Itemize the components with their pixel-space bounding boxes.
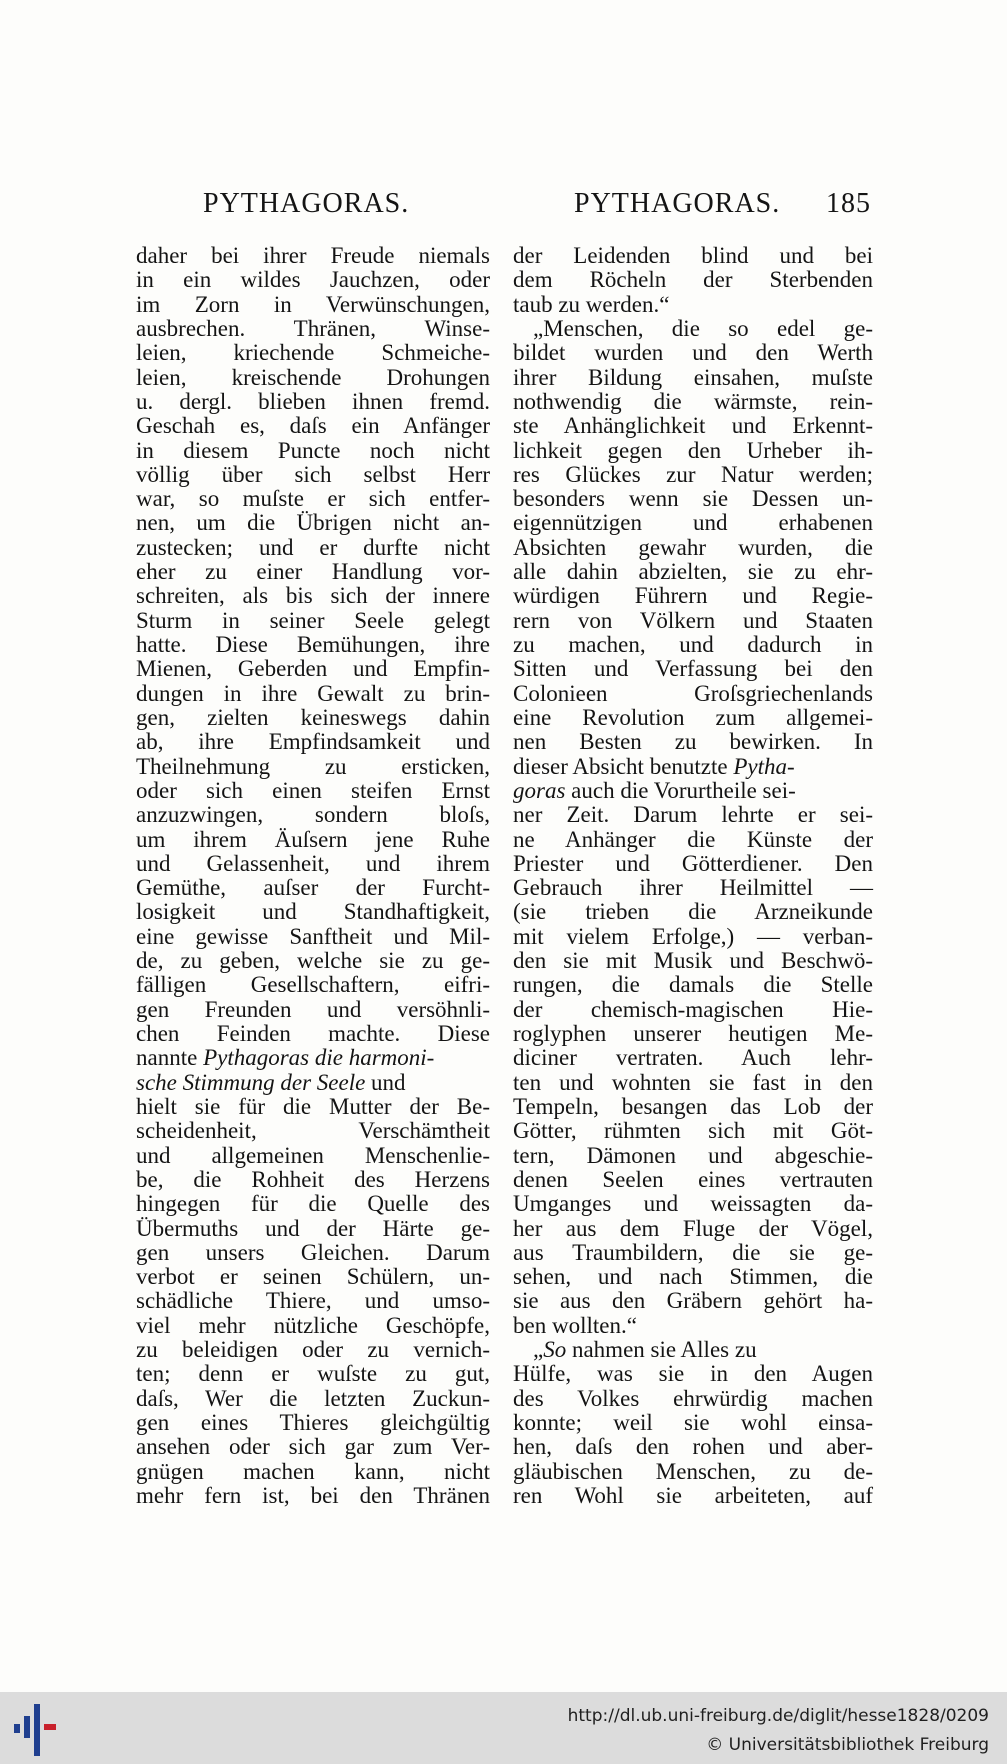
text-line: res Glückes zur Natur werden; bbox=[513, 461, 873, 487]
text-line: Hülfe, was sie in den Augen bbox=[513, 1361, 873, 1387]
text-line: daher bei ihrer Freude niemals bbox=[136, 243, 490, 268]
text-line: ben wollten.“ bbox=[513, 1312, 637, 1338]
text-line: eher zu einer Handlung vor- bbox=[136, 559, 490, 585]
text-line: und Gelassenheit, und ihrem bbox=[136, 850, 490, 876]
text-line: zustecken; und er durfte nicht bbox=[136, 534, 490, 560]
text-line: Absichten gewahr wurden, die bbox=[513, 534, 873, 560]
text-segment: auch die Vorurtheile sei- bbox=[565, 777, 796, 803]
footer-bar bbox=[0, 1692, 1007, 1764]
text-line: taub zu werden.“ bbox=[513, 291, 670, 317]
text-line bbox=[513, 779, 873, 803]
text-line bbox=[136, 1046, 490, 1070]
text-segment: und bbox=[365, 1069, 406, 1095]
text-line: anzuzwingen, sondern bloſs, bbox=[136, 802, 490, 828]
text-line: eine Revolution zum allgemei- bbox=[513, 704, 873, 730]
text-line: zu beleidigen oder zu vernich- bbox=[136, 1337, 490, 1363]
text-column-right bbox=[513, 244, 873, 1508]
text-line: Geschah es, daſs ein Anfänger bbox=[136, 413, 490, 439]
text-line: sie aus den Gräbern gehört ha- bbox=[513, 1288, 873, 1314]
text-line: rern von Völkern und Staaten bbox=[513, 607, 873, 633]
text-line: chen Feinden machte. Diese bbox=[136, 1021, 490, 1046]
text-line: zu machen, und dadurch in bbox=[513, 632, 873, 657]
italic-segment: Pytha- bbox=[733, 753, 795, 779]
text-line: diciner vertraten. Auch lehr- bbox=[513, 1045, 873, 1071]
text-line: gnügen machen kann, nicht bbox=[136, 1458, 490, 1484]
paragraph-start: „Menschen, die so edel ge- bbox=[533, 315, 873, 341]
text-line: eigennützigen und erhabenen bbox=[513, 510, 873, 536]
page-number: 185 bbox=[826, 188, 871, 219]
text-line: den sie mit Musik und Beschwö- bbox=[513, 948, 873, 974]
text-segment: „ bbox=[533, 1337, 544, 1363]
text-line: besonders wenn sie Dessen un- bbox=[513, 486, 873, 512]
text-line: Priester und Götterdiener. Den bbox=[513, 850, 873, 876]
text-line: ihrer Bildung einsahen, muſste bbox=[513, 364, 873, 390]
text-line: im Zorn in Verwünschungen, bbox=[136, 291, 490, 317]
text-line: Gebrauch ihrer Heilmittel — bbox=[513, 875, 873, 901]
text-line: her aus dem Fluge der Vögel, bbox=[513, 1215, 873, 1241]
paragraph-start bbox=[513, 1338, 873, 1362]
text-line: völlig über sich selbst Herr bbox=[136, 461, 490, 487]
text-line: hielt sie für die Mutter der Be- bbox=[136, 1093, 490, 1119]
text-line: in diesem Puncte noch nicht bbox=[136, 437, 490, 463]
text-line: mehr fern ist, bei den Thränen bbox=[136, 1482, 490, 1508]
text-line: nen Besten zu bewirken. In bbox=[513, 729, 873, 755]
text-line: daſs, Wer die letzten Zuckun- bbox=[136, 1385, 490, 1411]
italic-segment: goras bbox=[513, 777, 566, 803]
text-line: ne Anhänger die Künste der bbox=[513, 826, 873, 852]
text-line: Sitten und Verfassung bei den bbox=[513, 656, 873, 682]
text-segment: dieser Absicht benutzte bbox=[513, 753, 734, 779]
text-line: lichkeit gegen den Urheber ih- bbox=[513, 437, 873, 463]
text-line: gen unsers Gleichen. Darum bbox=[136, 1239, 490, 1265]
running-head-left: PYTHAGORAS. bbox=[203, 188, 410, 219]
text-line: der chemisch-magischen Hie- bbox=[513, 996, 873, 1022]
text-line: würdigen Führern und Regie- bbox=[513, 583, 873, 609]
text-line: oder sich einen steifen Ernst bbox=[136, 777, 490, 803]
copyright-notice: © Universitätsbibliothek Freiburg bbox=[706, 1735, 989, 1755]
text-line bbox=[513, 755, 873, 779]
text-line: verbot er seinen Schülern, un- bbox=[136, 1264, 490, 1290]
text-line: ten und wohnten sie fast in den bbox=[513, 1069, 873, 1095]
running-head-right: PYTHAGORAS. bbox=[574, 188, 781, 219]
text-line: rungen, die damals die Stelle bbox=[513, 972, 873, 998]
ub-freiburg-logo-icon[interactable] bbox=[12, 1700, 64, 1756]
text-line: sehen, und nach Stimmen, die bbox=[513, 1264, 873, 1290]
text-line bbox=[136, 1071, 490, 1095]
text-line: in ein wildes Jauchzen, oder bbox=[136, 267, 490, 293]
text-line: gen Freunden und versöhnli- bbox=[136, 996, 490, 1022]
text-line: Tempeln, besangen das Lob der bbox=[513, 1093, 873, 1119]
text-line: de, zu geben, welche sie zu ge- bbox=[136, 948, 490, 974]
text-line: Sturm in seiner Seele gelegt bbox=[136, 607, 490, 633]
text-line: und allgemeinen Menschenlie- bbox=[136, 1142, 490, 1168]
text-line: Colonieen Groſsgriechenlands bbox=[513, 680, 873, 706]
text-line: des Volkes ehrwürdig machen bbox=[513, 1385, 873, 1411]
text-line: Mienen, Geberden und Empfin- bbox=[136, 656, 490, 682]
text-line: viel mehr nützliche Geschöpfe, bbox=[136, 1312, 490, 1338]
italic-segment: sche Stimmung der Seele bbox=[136, 1069, 366, 1095]
text-line: be, die Rohheit des Herzens bbox=[136, 1166, 490, 1192]
text-line: alle dahin abzielten, sie zu ehr- bbox=[513, 559, 873, 585]
text-line: ab, ihre Empfindsamkeit und bbox=[136, 729, 490, 755]
text-line: Übermuths und der Härte ge- bbox=[136, 1215, 490, 1241]
text-line: aus Traumbildern, die sie ge- bbox=[513, 1239, 873, 1265]
text-segment: nahmen sie Alles zu bbox=[566, 1337, 757, 1363]
text-line: tern, Dämonen und abgeschie- bbox=[513, 1142, 873, 1168]
text-line: schädliche Thiere, und umso- bbox=[136, 1288, 490, 1314]
text-line: losigkeit und Standhaftigkeit, bbox=[136, 899, 490, 925]
italic-segment: So bbox=[543, 1337, 567, 1363]
text-line: nothwendig die wärmste, rein- bbox=[513, 388, 873, 414]
text-line: war, so muſste er sich entfer- bbox=[136, 486, 490, 512]
text-line: der Leidenden blind und bei bbox=[513, 243, 873, 268]
text-line: hingegen für die Quelle des bbox=[136, 1191, 490, 1217]
text-line: (sie trieben die Arzneikunde bbox=[513, 899, 873, 925]
text-column-left bbox=[136, 244, 490, 1508]
text-line: Gemüthe, auſser der Furcht- bbox=[136, 875, 490, 901]
text-line: Theilnehmung zu ersticken, bbox=[136, 753, 490, 779]
text-line: nen, um die Übrigen nicht an- bbox=[136, 510, 490, 536]
text-line: um ihrem Äuſsern jene Ruhe bbox=[136, 826, 490, 852]
text-line: dem Röcheln der Sterbenden bbox=[513, 267, 873, 293]
text-line: ansehen oder sich gar zum Ver- bbox=[136, 1434, 490, 1460]
text-line: gen eines Thieres gleichgültig bbox=[136, 1410, 490, 1435]
source-url-link[interactable]: http://dl.ub.uni-freiburg.de/diglit/hesse1828/0209 bbox=[567, 1706, 989, 1726]
text-line: Umganges und weissagten da- bbox=[513, 1191, 873, 1217]
text-line: denen Seelen eines vertrauten bbox=[513, 1166, 873, 1192]
text-line: mit vielem Erfolge,) — verban- bbox=[513, 923, 873, 949]
text-line: konnte; weil sie wohl einsa- bbox=[513, 1410, 873, 1435]
text-line: hatte. Diese Bemühungen, ihre bbox=[136, 632, 490, 657]
text-line: gen, zielten keineswegs dahin bbox=[136, 704, 490, 730]
text-line: ner Zeit. Darum lehrte er sei- bbox=[513, 802, 873, 828]
text-line: ausbrechen. Thränen, Winse- bbox=[136, 315, 490, 341]
text-line: hen, daſs den rohen und aber- bbox=[513, 1434, 873, 1460]
text-line: dungen in ihre Gewalt zu brin- bbox=[136, 680, 490, 706]
text-line: ste Anhänglichkeit und Erkennt- bbox=[513, 413, 873, 439]
text-line: Götter, rühmten sich mit Göt- bbox=[513, 1118, 873, 1144]
text-line: roglyphen unserer heutigen Me- bbox=[513, 1021, 873, 1046]
text-line: u. dergl. blieben ihnen fremd. bbox=[136, 388, 490, 414]
text-segment: nannte bbox=[136, 1045, 204, 1071]
text-line: ten; denn er wuſste zu gut, bbox=[136, 1361, 490, 1387]
text-line: eine gewisse Sanftheit und Mil- bbox=[136, 923, 490, 949]
italic-segment: Pythagoras die harmoni- bbox=[203, 1045, 435, 1071]
text-line: leien, kreischende Drohungen bbox=[136, 364, 490, 390]
text-line: leien, kriechende Schmeiche- bbox=[136, 340, 490, 366]
text-line: fälligen Gesellschaftern, eifri- bbox=[136, 972, 490, 998]
text-line: ren Wohl sie arbeiteten, auf bbox=[513, 1482, 873, 1508]
text-line: bildet wurden und den Werth bbox=[513, 340, 873, 366]
text-line: schreiten, als bis sich der innere bbox=[136, 583, 490, 609]
text-line: gläubischen Menschen, zu de- bbox=[513, 1458, 873, 1484]
text-line: scheidenheit, Verschämtheit bbox=[136, 1118, 490, 1144]
